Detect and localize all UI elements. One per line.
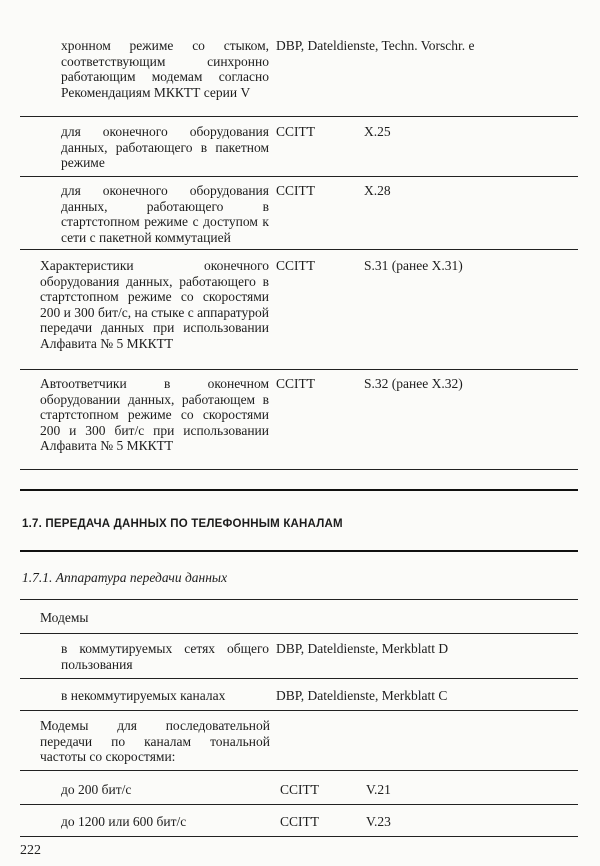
- page-number: 222: [20, 843, 41, 858]
- row-divider: [20, 710, 578, 711]
- table-row-standard: CCITT: [276, 183, 315, 198]
- table-row-standard: CCITT: [276, 124, 315, 139]
- table-row-desc: Автоответчики в оконечном оборудовании данных, работающем в стартстопном режиме со скоростями 200 и 300 бит/с при использовании Алфавита № 5 МККТТ: [40, 376, 269, 453]
- row-divider: [20, 836, 578, 837]
- table-row-standard: DBP, Dateldienste, Merkblatt D: [276, 641, 449, 656]
- modems-label: Модемы: [40, 610, 89, 625]
- row-divider: [20, 176, 578, 177]
- table-row-standard: DBP, Dateldienste, Techn. Vorschr. e: [276, 38, 475, 53]
- table-row-code: X.25: [364, 124, 391, 139]
- table-row-desc: Характеристики оконечного оборудования данных, работающего в стартстопном режиме со скоростями 200 и 300 бит/с, на стыке с аппаратурой передачи данных при использовании Алфавита № 5 МККТТ: [40, 258, 269, 351]
- table-row-desc: в коммутируемых сетях общего пользования: [61, 641, 269, 672]
- row-divider: [20, 804, 578, 805]
- section-divider: [20, 550, 578, 552]
- table-row-code: X.28: [364, 183, 391, 198]
- table-row-desc: до 200 бит/с: [61, 782, 132, 797]
- table-row-desc: до 1200 или 600 бит/с: [61, 814, 187, 829]
- row-divider: [20, 116, 578, 117]
- row-divider: [20, 249, 578, 250]
- row-divider: [20, 599, 578, 600]
- serial-modems-label: Модемы для последовательной передачи по каналам тональной частоты со скоростями:: [40, 718, 270, 764]
- table-row-desc: хронном режиме со стыком, соответствующим синхронно работающим модемам согласно Рекомендациям МККТТ серии V: [61, 38, 269, 100]
- section-heading: 1.7. ПЕРЕДАЧА ДАННЫХ ПО ТЕЛЕФОННЫМ КАНАЛАМ: [22, 518, 343, 530]
- row-divider: [20, 633, 578, 634]
- row-divider: [20, 369, 578, 370]
- table-row-standard: CCITT: [280, 782, 319, 797]
- table-row-code: S.31 (ранее X.31): [364, 258, 463, 273]
- table-row-desc: для оконечного оборудования данных, работающего в пакетном режиме: [61, 124, 269, 170]
- table-row-standard: CCITT: [276, 376, 315, 391]
- table-row-desc: для оконечного оборудования данных, работающего в стартстопном режиме с доступом к сети с пакетной коммутацией: [61, 183, 269, 245]
- table-row-standard: CCITT: [280, 814, 319, 829]
- subsection-heading: 1.7.1. Аппаратура передачи данных: [22, 570, 228, 585]
- row-divider: [20, 469, 578, 470]
- table-row-code: S.32 (ранее X.32): [364, 376, 463, 391]
- table-row-standard: CCITT: [276, 258, 315, 273]
- table-row-code: V.23: [366, 814, 391, 829]
- row-divider: [20, 770, 578, 771]
- table-row-desc: в некоммутируемых каналах: [61, 688, 226, 703]
- row-divider: [20, 678, 578, 679]
- table-row-code: V.21: [366, 782, 391, 797]
- table-row-standard: DBP, Dateldienste, Merkblatt C: [276, 688, 448, 703]
- section-divider: [20, 489, 578, 491]
